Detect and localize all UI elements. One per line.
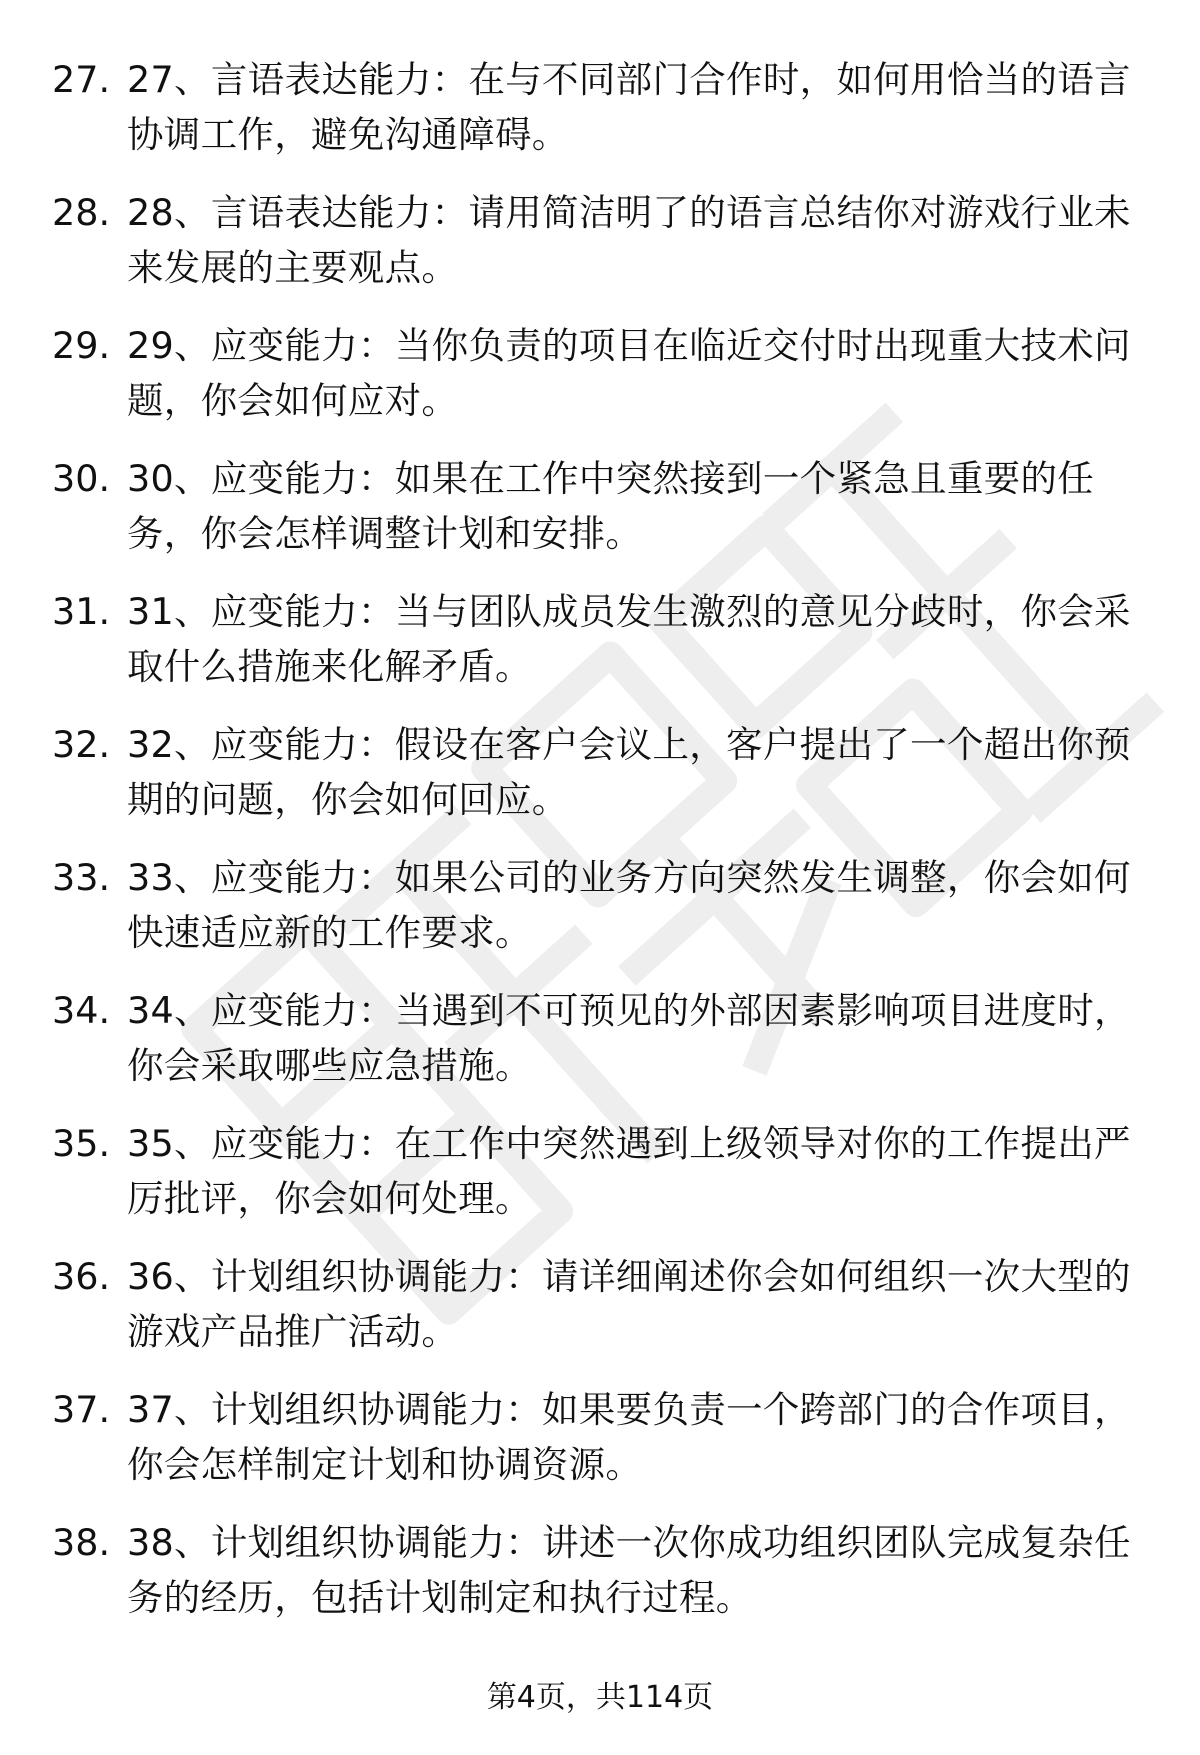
item-number: 38.	[52, 1521, 111, 1564]
list-item	[0, 1116, 1200, 1249]
item-number: 32.	[52, 723, 111, 766]
item-text: 31、应变能力：当与团队成员发生激烈的意见分歧时，你会采取什么措施来化解矛盾。	[127, 590, 1131, 688]
item-text: 27、言语表达能力：在与不同部门合作时，如何用恰当的语言协调工作，避免沟通障碍。	[127, 58, 1131, 156]
item-text: 32、应变能力：假设在客户会议上，客户提出了一个超出你预期的问题，你会如何回应。	[127, 723, 1131, 821]
list-item	[0, 850, 1200, 983]
item-text: 38、计划组织协调能力：讲述一次你成功组织团队完成复杂任务的经历，包括计划制定和执行过程。	[127, 1521, 1131, 1619]
item-text: 37、计划组织协调能力：如果要负责一个跨部门的合作项目，你会怎样制定计划和协调资源。	[127, 1388, 1131, 1486]
item-text: 33、应变能力：如果公司的业务方向突然发生调整，你会如何快速适应新的工作要求。	[127, 856, 1131, 954]
list-item	[0, 1515, 1200, 1648]
list-item	[0, 983, 1200, 1116]
item-number: 27.	[52, 58, 111, 101]
item-number: 33.	[52, 856, 111, 899]
item-number: 31.	[52, 590, 111, 633]
item-text: 29、应变能力：当你负责的项目在临近交付时出现重大技术问题，你会如何应对。	[127, 324, 1131, 422]
list-item	[0, 451, 1200, 584]
item-text: 30、应变能力：如果在工作中突然接到一个紧急且重要的任务，你会怎样调整计划和安排。	[127, 457, 1095, 555]
item-number: 37.	[52, 1388, 111, 1431]
question-list	[0, 52, 1200, 1648]
list-item	[0, 584, 1200, 717]
item-number: 28.	[52, 191, 111, 234]
item-text: 34、应变能力：当遇到不可预见的外部因素影响项目进度时，你会采取哪些应急措施。	[127, 989, 1131, 1087]
list-item	[0, 717, 1200, 850]
item-number: 29.	[52, 324, 111, 367]
item-number: 35.	[52, 1122, 111, 1165]
list-item	[0, 1249, 1200, 1382]
list-item	[0, 52, 1200, 185]
list-item	[0, 1382, 1200, 1515]
item-text: 28、言语表达能力：请用简洁明了的语言总结你对游戏行业未来发展的主要观点。	[127, 191, 1131, 289]
item-text: 36、计划组织协调能力：请详细阐述你会如何组织一次大型的游戏产品推广活动。	[127, 1255, 1131, 1353]
list-item	[0, 185, 1200, 318]
item-number: 36.	[52, 1255, 111, 1298]
item-number: 30.	[52, 457, 111, 500]
list-item	[0, 318, 1200, 451]
item-number: 34.	[52, 989, 111, 1032]
page-footer: 第4页，共114页	[486, 1680, 714, 1715]
item-text: 35、应变能力：在工作中突然遇到上级领导对你的工作提出严厉批评，你会如何处理。	[127, 1122, 1131, 1220]
